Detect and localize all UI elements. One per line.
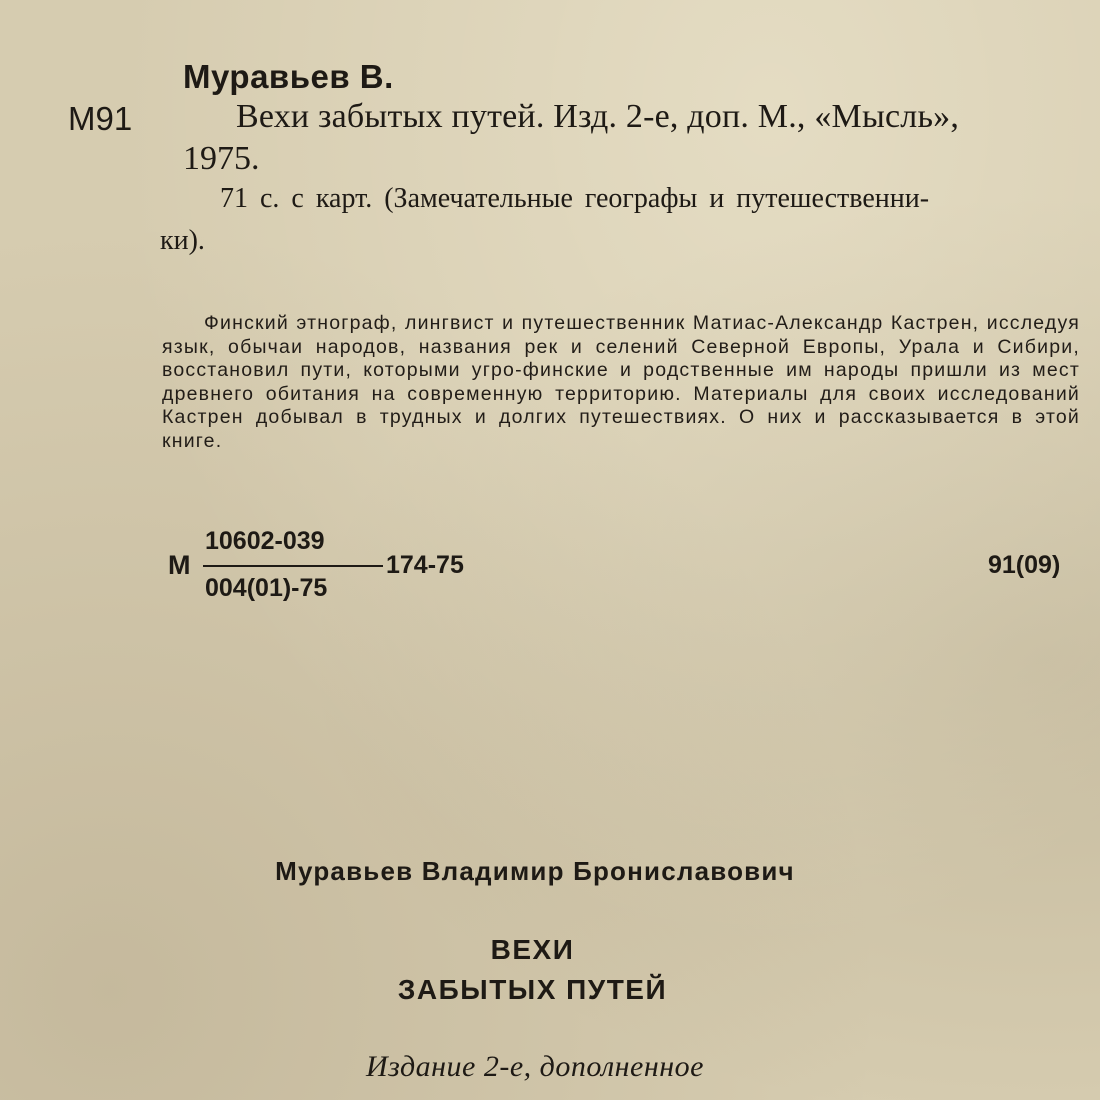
physical-description-line-2: ки).	[160, 225, 205, 256]
author-short-name: Муравьев В.	[183, 58, 394, 95]
call-number: М91	[68, 100, 133, 137]
classification-numerator: 10602-039	[205, 527, 325, 555]
classification-denominator: 004(01)-75	[205, 574, 328, 602]
fraction-line	[203, 565, 383, 567]
book-title-line-1: ВЕХИ	[490, 934, 575, 965]
edition-note: Издание 2-е, дополненное	[366, 1050, 704, 1083]
classification-letter: М	[168, 550, 191, 580]
udc-code: 91(09)	[988, 551, 1061, 579]
annotation-paragraph: Финский этнограф, лингвист и путешественник Матиас-Александр Кастрен, исследуя язык, обычаи народов, названия рек и селений Северной Европы, Урала и Сибири, восстановил пути, которыми угро-финские и родственные им народы пришли из мест древнего обитания на современную территорию. Материалы для своих исследований Кастрен добывал в трудных и долгих путешествиях. О них и рассказывается в этой книге.	[162, 312, 1080, 452]
publication-year: 1975.	[183, 140, 260, 177]
bibliographic-title-line: Вехи забытых путей. Изд. 2-е, доп. М., «Мысль»,	[236, 98, 960, 135]
book-title-line-2: ЗАБЫТЫХ ПУТЕЙ	[397, 974, 668, 1005]
book-title	[0, 930, 1100, 1010]
classification-suffix: 174-75	[386, 551, 464, 579]
author-full-name: Муравьев Владимир Брониславович	[275, 856, 795, 886]
physical-description-line-1: 71 с. с карт. (Замечательные географы и путешественни-	[220, 183, 930, 214]
